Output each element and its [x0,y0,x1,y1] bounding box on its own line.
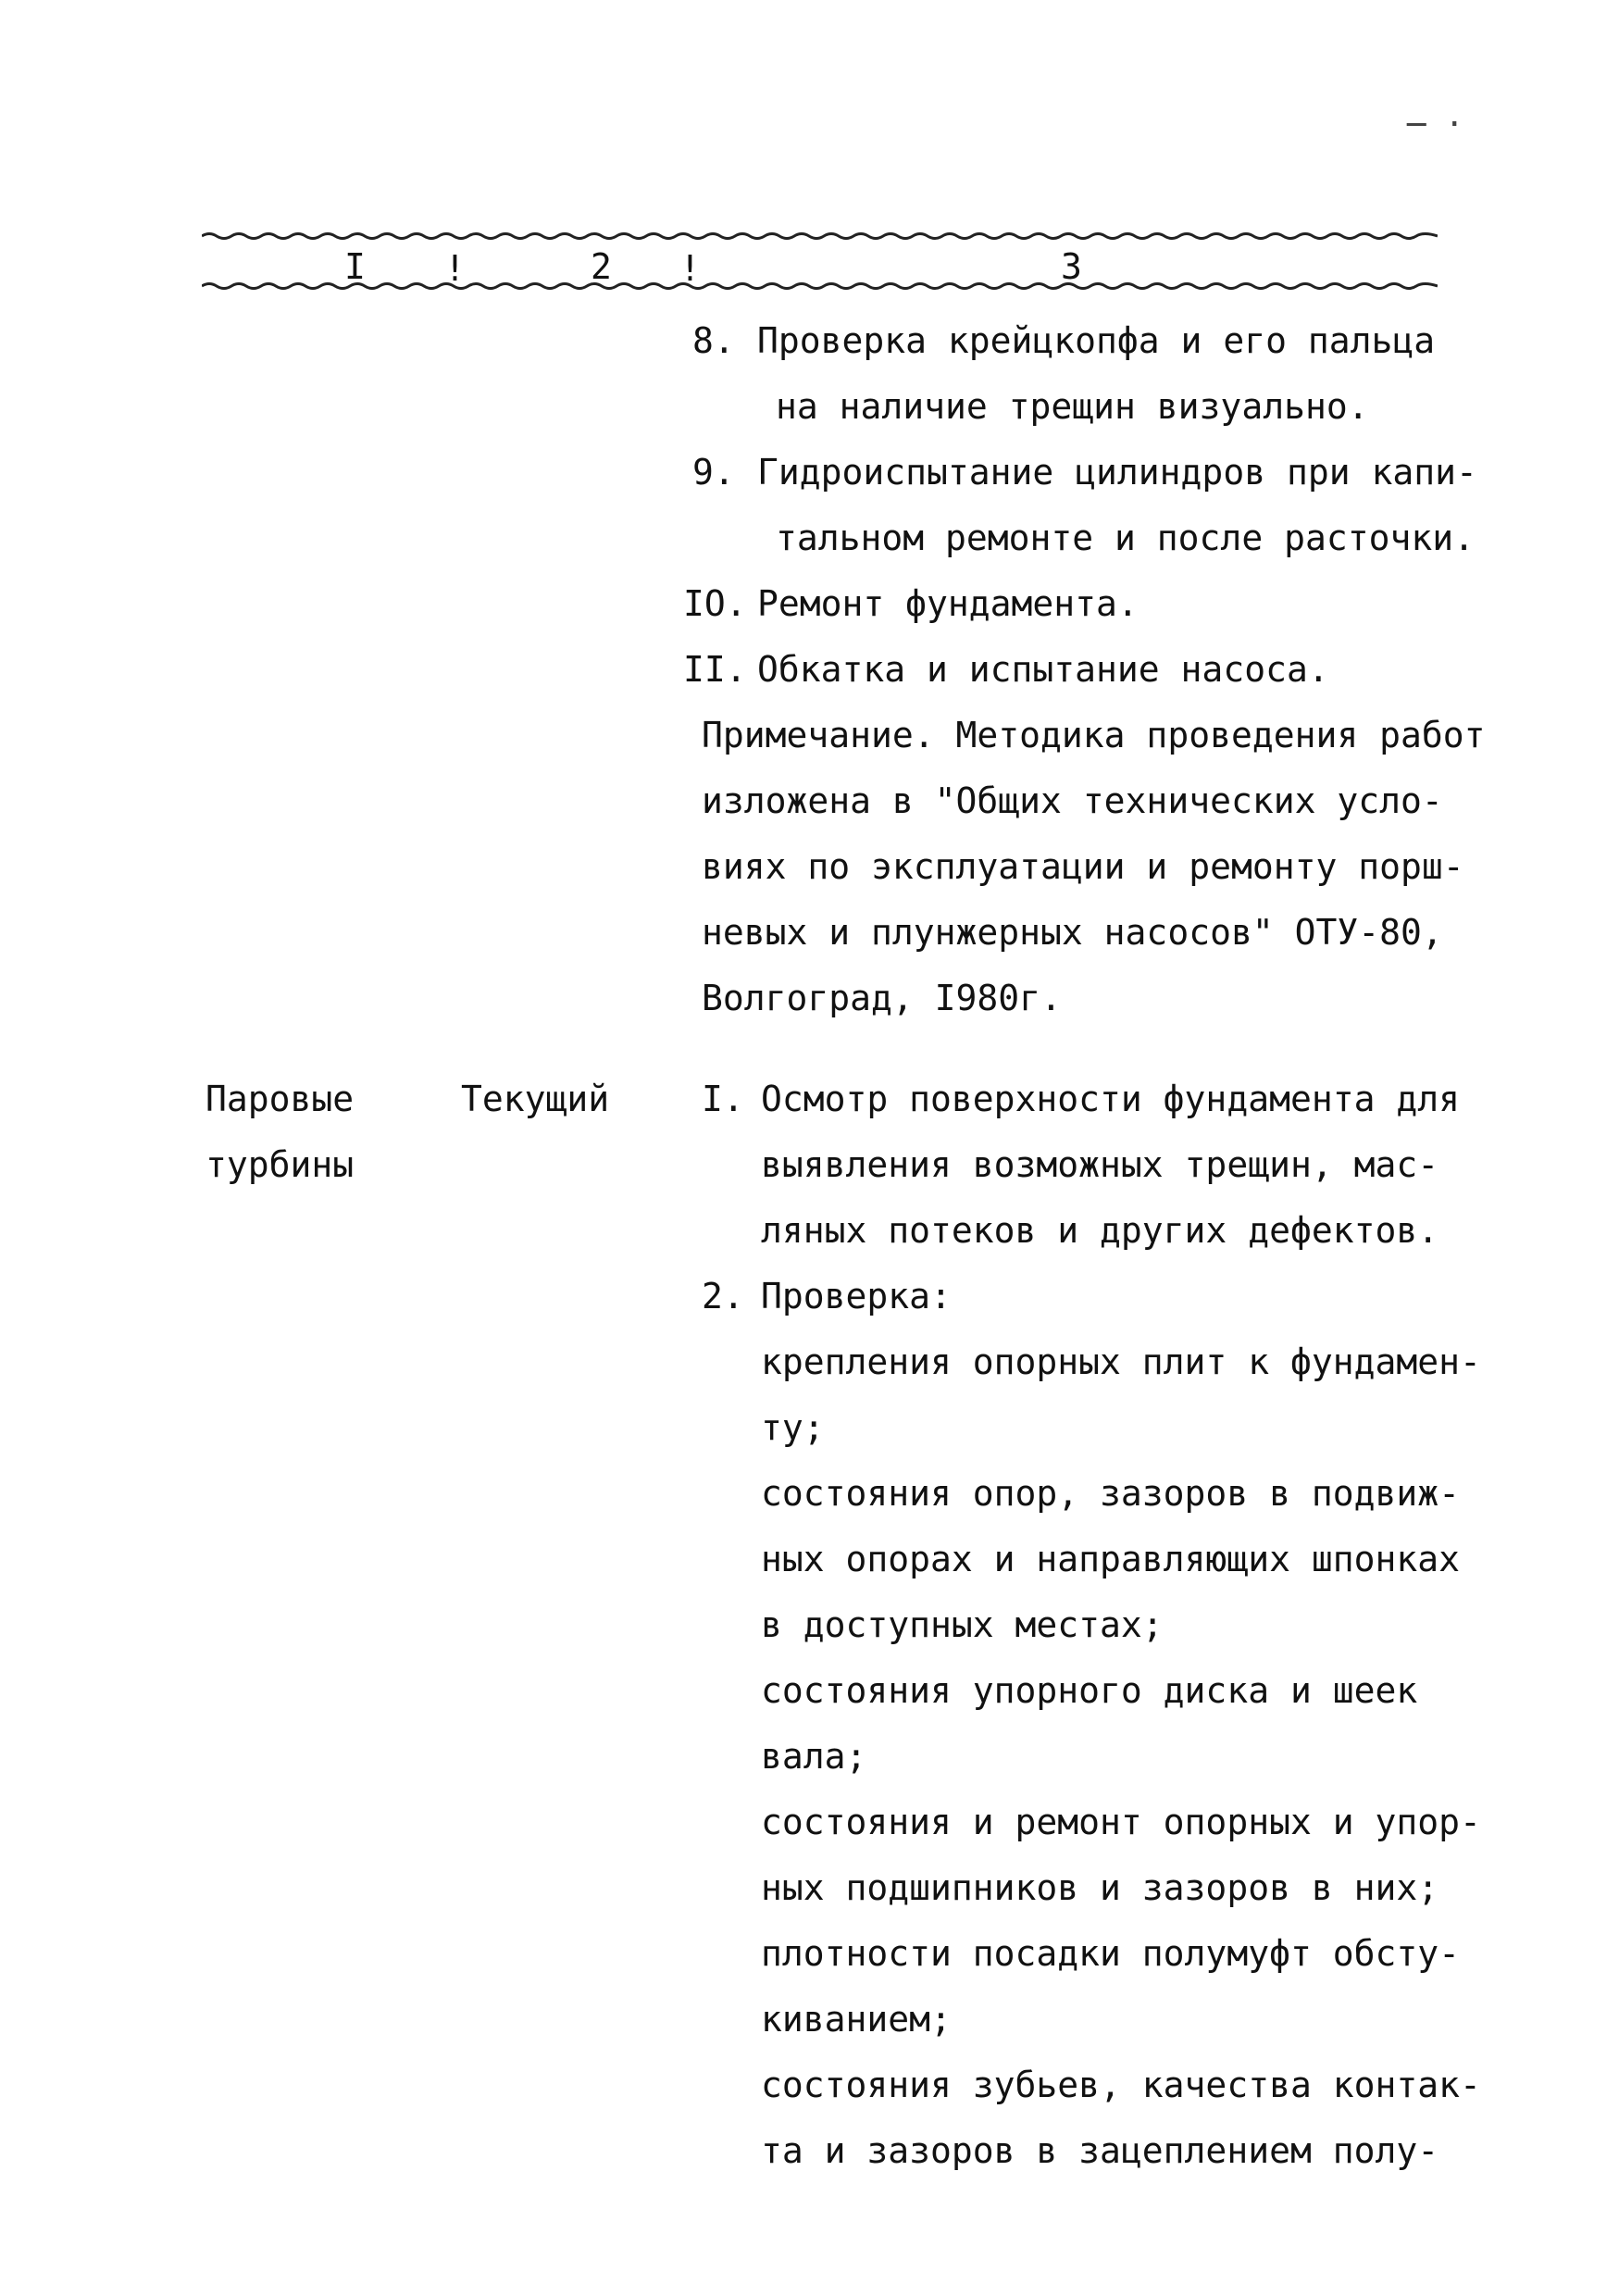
header-top-rule [202,230,1438,243]
item-number: II. [683,649,747,690]
item-text: вала; [761,1736,867,1777]
item-text: ляных потеков и других дефектов. [761,1210,1439,1251]
item-text: в доступных местах; [761,1604,1164,1645]
item-text: ных подшипников и зазоров в них; [761,1867,1439,1908]
item-text: крепления опорных плит к фундамен- [761,1341,1481,1382]
item-text: киванием; [761,1999,952,2040]
item-text: та и зазоров в зацеплением полу- [761,2130,1439,2171]
page-number-mark: ـ . [1407,97,1464,134]
item-text: состояния упорного диска и шеек [761,1670,1418,1711]
equipment-name: турбины [205,1144,355,1185]
item-text: состояния опор, зазоров в подвиж- [761,1473,1460,1514]
repair-type: Текущий [461,1079,610,1119]
column-header-1: I [344,246,366,287]
item-text: ных опорах и направляющих шпонках [761,1539,1460,1579]
item-text: тальном ремонте и после расточки. [776,518,1475,558]
item-text: состояния зубьев, качества контак- [761,2065,1481,2105]
item-text: выявления возможных трещин, мас- [761,1144,1439,1185]
item-text: плотности посадки полумуфт обсту- [761,1933,1460,1974]
item-number: 2. [702,1276,744,1316]
note-line: невых и плунжерных насосов" ОТУ-80, [702,912,1443,953]
item-text: состояния и ремонт опорных и упор- [761,1802,1481,1842]
item-text: ту; [761,1407,825,1448]
equipment-name: Паровые [205,1079,355,1119]
note-line: Примечание. Методика проведения работ [702,715,1486,755]
note-line: Волгоград, I980г. [702,978,1062,1018]
item-text: Обкатка и испытание насоса. [757,649,1329,690]
column-header-2: 2 [591,246,612,287]
column-separator: ! [679,248,701,289]
item-number: IO. [683,583,747,624]
item-title: Проверка: [761,1276,952,1316]
item-number: 8. [692,320,735,361]
item-text: Ремонт фундамента. [757,583,1139,624]
header-bottom-rule [202,280,1438,293]
item-text: Гидроиспытание цилиндров при капи- [757,452,1477,493]
column-separator: ! [444,248,466,289]
note-line: виях по эксплуатации и ремонту порш- [702,846,1464,887]
item-number: 9. [692,452,735,493]
note-line: изложена в "Общих технических усло- [702,780,1443,821]
item-text: на наличие трещин визуально. [776,386,1369,427]
column-header-3: 3 [1061,246,1082,287]
item-text: Осмотр поверхности фундамента для [761,1079,1460,1119]
item-number: I. [702,1079,744,1119]
item-text: Проверка крейцкопфа и его пальца [757,320,1436,361]
